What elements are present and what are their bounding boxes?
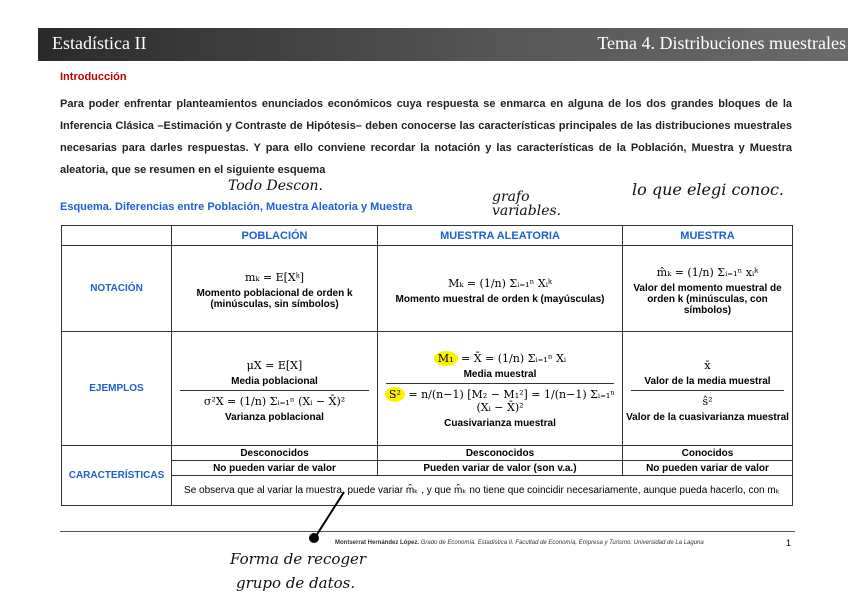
footer-text: Grado de Economía. Estadística II. Facultad de Economía, Empresa y Turismo. Universidad de La Laguna xyxy=(420,540,704,546)
corner-cell xyxy=(62,226,172,246)
desc-pob-variance: Varianza poblacional xyxy=(225,411,324,423)
desc-pob-moment: Momento poblacional de orden k (minúsculas, sin símbolos) xyxy=(196,288,353,310)
desc-m-variance: Valor de la cuasivarianza muestral xyxy=(626,411,789,423)
scheme-title: Esquema. Diferencias entre Población, Muestra Aleatoria y Muestra xyxy=(60,201,413,213)
char-ma-vary: Pueden variar de valor (son v.a.) xyxy=(378,461,623,476)
highlight-m1: M₁ xyxy=(434,351,458,366)
course-title: Estadística II xyxy=(52,33,147,53)
handwritten-note-1: Todo Descon. xyxy=(228,178,323,194)
cell-notacion-muestra-aleatoria xyxy=(378,246,623,332)
desc-m-mean: Valor de la media muestral xyxy=(644,375,771,387)
char-m-known: Conocidos xyxy=(623,446,793,461)
formula-m-mean: x̄ xyxy=(704,358,711,372)
char-pob-vary: No pueden variar de valor xyxy=(172,461,378,476)
cell-notacion-poblacion xyxy=(172,246,378,332)
handwritten-arrow-icon xyxy=(300,488,360,548)
desc-m-moment: Valor del momento muestral de orden k (minúsculas, con símbolos) xyxy=(633,282,782,316)
footer-divider xyxy=(60,531,795,532)
formula-ma-moment: Mₖ = (1/n) Σᵢ₌₁ⁿ Xᵢᵏ xyxy=(448,276,552,290)
col-header-muestra-aleatoria: MUESTRA ALEATORIA xyxy=(378,226,623,246)
char-note: Se observa que al variar la muestra, puede variar m̂ₖ , y que m̂ₖ no tiene que coincidir necesariamente, aunque pueda hacerlo, con mₖ xyxy=(172,476,793,506)
formula-pob-mean: μX = E[X] xyxy=(246,358,303,372)
cell-notacion-muestra xyxy=(623,246,793,332)
col-header-poblacion: POBLACIÓN xyxy=(172,226,378,246)
formula-ma-variance xyxy=(380,388,620,414)
row-header-caracteristicas: CARACTERÍSTICAS xyxy=(62,446,172,506)
desc-pob-mean: Media poblacional xyxy=(231,375,318,387)
handwritten-note-2: grafo variables. xyxy=(492,189,562,219)
char-m-vary: No pueden variar de valor xyxy=(623,461,793,476)
handwritten-note-3: lo que elegi conoc. xyxy=(632,180,785,199)
cell-ejemplos-poblacion xyxy=(172,332,378,446)
char-pob-known: Desconocidos xyxy=(172,446,378,461)
header-bar xyxy=(38,28,848,61)
cell-ejemplos-muestra-aleatoria xyxy=(378,332,623,446)
topic-title: Tema 4. Distribuciones muestrales xyxy=(597,33,846,53)
desc-ma-mean: Media muestral xyxy=(463,369,537,380)
formula-pob-variance: σ²X = (1/n) Σᵢ₌₁ⁿ (Xᵢ − X̄)² xyxy=(203,394,346,408)
footer-author: Montserrat Hernández López. xyxy=(335,540,420,546)
comparison-table xyxy=(61,225,793,506)
highlight-s2: S² xyxy=(385,387,405,402)
page-number: 1 xyxy=(786,538,792,548)
char-ma-known: Desconocidos xyxy=(378,446,623,461)
formula-m-moment: m̂ₖ = (1/n) Σᵢ₌₁ⁿ xᵢᵏ xyxy=(656,265,759,279)
intro-paragraph: Para poder enfrentar planteamientos enunciados económicos cuya respuesta se enmarca en alguna de los dos grandes bloques de la Inferencia Clásica –Estimación y Contraste de Hipótesis– deben conocerse las características principales de las distribuciones muestrales necesarias para darles respuestas. Y para ello conviene recordar la notación y las características de la Población, Muestra y Muestra aleatoria, que se resumen en el siguiente esquema xyxy=(60,98,792,176)
desc-ma-moment: Momento muestral de orden k (mayúsculas) xyxy=(395,293,605,305)
cell-ejemplos-muestra xyxy=(623,332,793,446)
col-header-muestra: MUESTRA xyxy=(623,226,793,246)
formula-ma-mean-rest: = X̄ = (1/n) Σᵢ₌₁ⁿ Xᵢ xyxy=(461,352,567,365)
intro-title: Introducción xyxy=(60,71,127,83)
handwritten-note-5: grupo de datos. xyxy=(236,574,356,592)
formula-pob-moment: mₖ = E[Xᵏ] xyxy=(244,271,305,284)
row-header-ejemplos: EJEMPLOS xyxy=(62,332,172,446)
footer-credit xyxy=(335,540,704,546)
desc-ma-variance: Cuasivarianza muestral xyxy=(444,418,556,429)
formula-ma-mean xyxy=(380,352,620,365)
handwritten-note-4: Forma de recoger xyxy=(230,550,367,568)
formula-ma-variance-rest: = n/(n−1) [M₂ − M₁²] = 1/(n−1) Σᵢ₌₁ⁿ (Xᵢ − X̄)² xyxy=(408,388,616,414)
row-header-notacion: NOTACIÓN xyxy=(62,246,172,332)
formula-m-variance: ŝ² xyxy=(702,394,713,408)
